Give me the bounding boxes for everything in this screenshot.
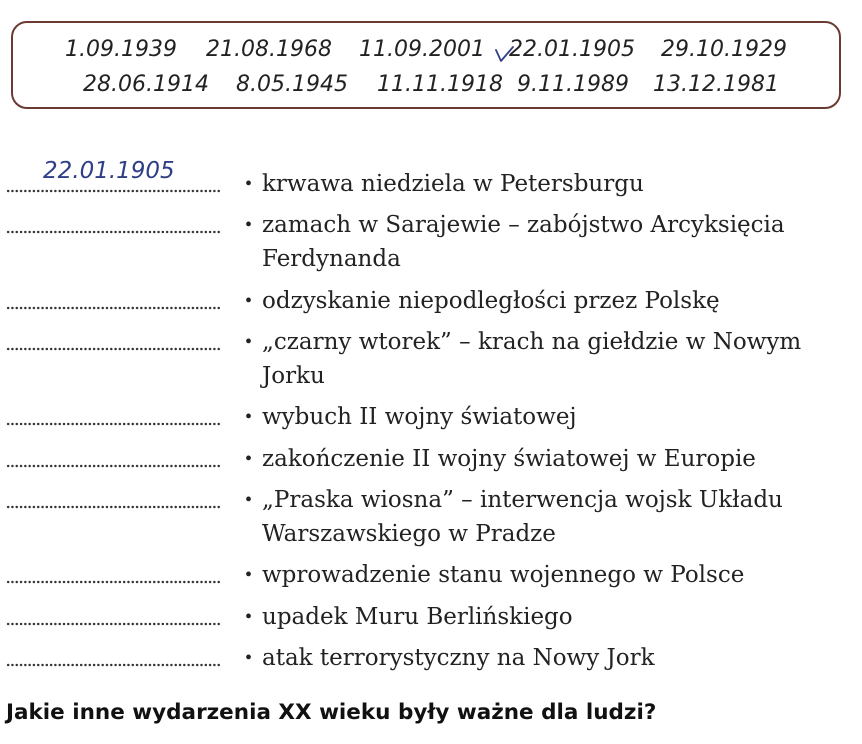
event-text: atak terrorystyczny na Nowy Jork	[262, 645, 655, 671]
answer-blank[interactable]	[6, 505, 220, 509]
event-text: odzyskanie niepodległości przez Polskę	[262, 288, 720, 314]
answer-blank[interactable]	[6, 347, 220, 351]
bullet: •	[245, 173, 253, 195]
answer-blank[interactable]	[6, 422, 220, 426]
event-text: zamach w Sarajewie – zabójstwo Arcyksięcia Ferdynanda	[262, 212, 785, 272]
bullet: •	[245, 606, 253, 628]
dates-row-1	[13, 35, 839, 65]
event-text: „czarny wtorek” – krach na giełdzie w Nowym Jorku	[262, 329, 802, 389]
date-item: 11.11.1918	[377, 72, 503, 97]
bullet: •	[245, 331, 253, 353]
event-text: zakończenie II wojny światowej w Europie	[262, 446, 756, 472]
answer-blank[interactable]	[6, 230, 220, 234]
date-item: 9.11.1989	[517, 72, 629, 97]
date-item: 1.09.1939	[65, 37, 177, 62]
bullet: •	[245, 448, 253, 470]
bullet: •	[245, 214, 253, 236]
dates-box	[11, 21, 841, 109]
date-item: 11.09.2001	[359, 37, 485, 62]
bullet: •	[245, 564, 253, 586]
event-text: krwawa niedziela w Petersburgu	[262, 171, 644, 197]
answer-blank[interactable]	[6, 622, 220, 626]
bullet: •	[245, 489, 253, 511]
date-item: 21.08.1968	[206, 37, 332, 62]
event-text: „Praska wiosna” – interwencja wojsk Układu Warszawskiego w Pradze	[262, 487, 783, 547]
date-item: 8.05.1945	[236, 72, 348, 97]
event-text: wybuch II wojny światowej	[262, 404, 577, 430]
date-item: 13.12.1981	[653, 72, 779, 97]
date-item: 29.10.1929	[661, 37, 787, 62]
date-item: 28.06.1914	[83, 72, 209, 97]
bullet: •	[245, 647, 253, 669]
bullet: •	[245, 290, 253, 312]
answer-blank[interactable]	[6, 464, 220, 468]
answer-blank[interactable]	[6, 189, 220, 193]
question-heading: Jakie inne wydarzenia XX wieku były ważne dla ludzi?	[6, 700, 657, 725]
dates-row-2	[13, 70, 839, 100]
event-text: upadek Muru Berlińskiego	[262, 604, 573, 630]
date-item: 22.01.1905	[509, 37, 635, 62]
bullet: •	[245, 406, 253, 428]
answer-blank[interactable]	[6, 580, 220, 584]
handwritten-answer: 22.01.1905	[43, 158, 175, 184]
event-text: wprowadzenie stanu wojennego w Polsce	[262, 562, 745, 588]
answer-blank[interactable]	[6, 306, 220, 310]
answer-blank[interactable]	[6, 663, 220, 667]
